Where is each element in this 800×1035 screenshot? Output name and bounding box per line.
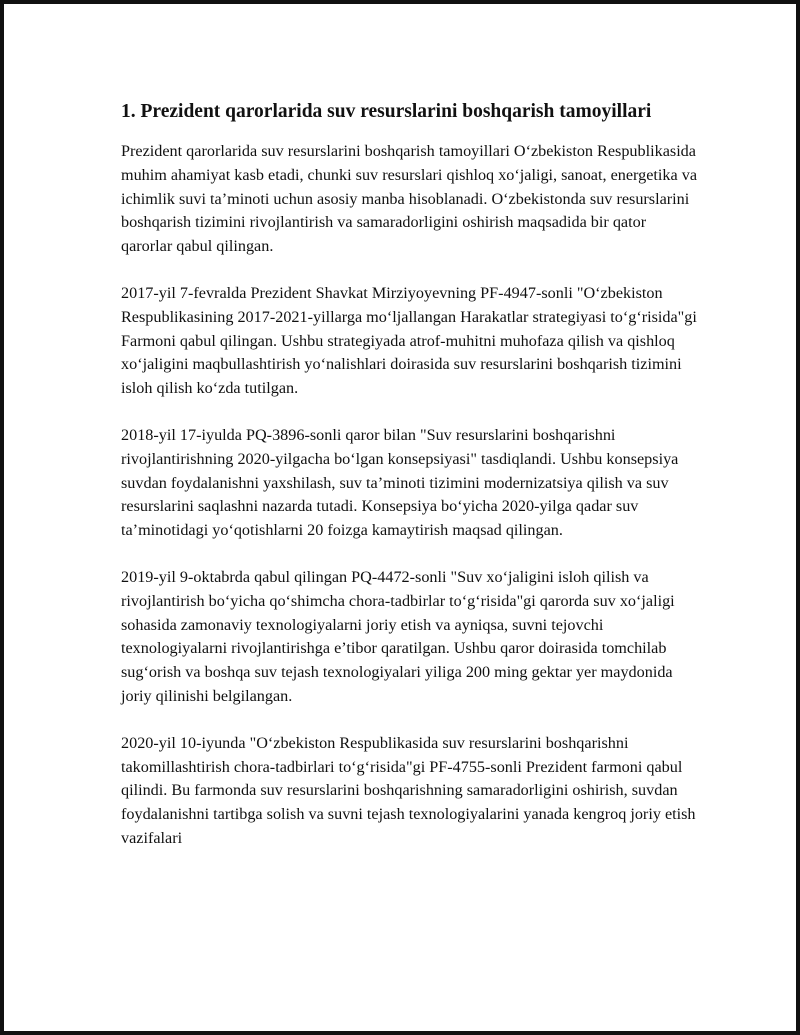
paragraph-intro: Prezident qarorlarida suv resurslarini boshqarish tamoyillari O‘zbekiston Respublikasida muhim ahamiyat kasb etadi, chunki suv resurslari qishloq xo‘jaligi, sanoat, energetika va ichimlik suvi ta’minoti uchun asosiy manba hisoblanadi. O‘zbekistonda suv resurslarini boshqarish tizimini rivojlantirish va samaradorligini oshirish maqsadida bir qator qarorlar qabul qilingan. (121, 142, 698, 256)
paragraph-2020-decree: 2020-yil 10-iyunda "O‘zbekiston Respublikasida suv resurslarini boshqarishni takomillashtirish chora-tadbirlari to‘g‘risida"gi PF-4755-sonli Prezident farmoni qabul qilindi. Bu farmonda suv resurslarini boshqarishning samaradorligini oshirish, suvdan foydalanishni tartibga solish va suvni tejash texnologiyalarini yanada kengroq joriy etish vazifalari (121, 733, 696, 847)
paragraph-2017-decree: 2017-yil 7-fevralda Prezident Shavkat Mirziyoyevning PF-4947-sonli "O‘zbekiston Respublikasining 2017-2021-yillarga mo‘ljallangan Harakatlar strategiyasi to‘g‘risida"gi Farmoni qabul qilingan. Ushbu strategiyada atrof-muhitni muhofaza qilish va qishloq xo‘jaligini maqbullashtirish yo‘nalishlari doirasida suv resurslarini boshqarish tizimini isloh qilish ko‘zda tutilgan. (121, 283, 697, 398)
section-title: 1. Prezident qarorlarida suv resurslarini boshqarish tamoyillari (121, 101, 652, 122)
paragraph-2018-resolution: 2018-yil 17-iyulda PQ-3896-sonli qaror bilan "Suv resurslarini boshqarishni rivojlantirishning 2020-yilgacha bo‘lgan konsepsiyasi" tasdiqlandi. Ushbu konsepsiya suvdan foydalanishni yaxshilash, suv ta’minoti tizimini modernizatsiya qilish va suv resurslarini saqlashni nazarda tutadi. Konsepsiya bo‘yicha 2020-yilga qadar suv ta’minotidagi yo‘qotishlarni 20 foizga kamaytirish maqsad qilingan. (121, 425, 679, 540)
paragraph-2019-resolution: 2019-yil 9-oktabrda qabul qilingan PQ-4472-sonli "Suv xo‘jaligini isloh qilish va rivojlantirish bo‘yicha qo‘shimcha chora-tadbirlar to‘g‘risida"gi qarorda suv xo‘jaligi sohasida zamonaviy texnologiyalarni joriy etish va ayniqsa, suvni tejovchi texnologiyalarni rivojlantirishga e’tibor qaratilgan. Ushbu qaror doirasida tomchilab sug‘orish va boshqa suv tejash texnologiyalari yiliga 200 ming gektar yer maydonida joriy qilinishi belgilangan. (121, 567, 675, 705)
document-body (121, 98, 701, 874)
